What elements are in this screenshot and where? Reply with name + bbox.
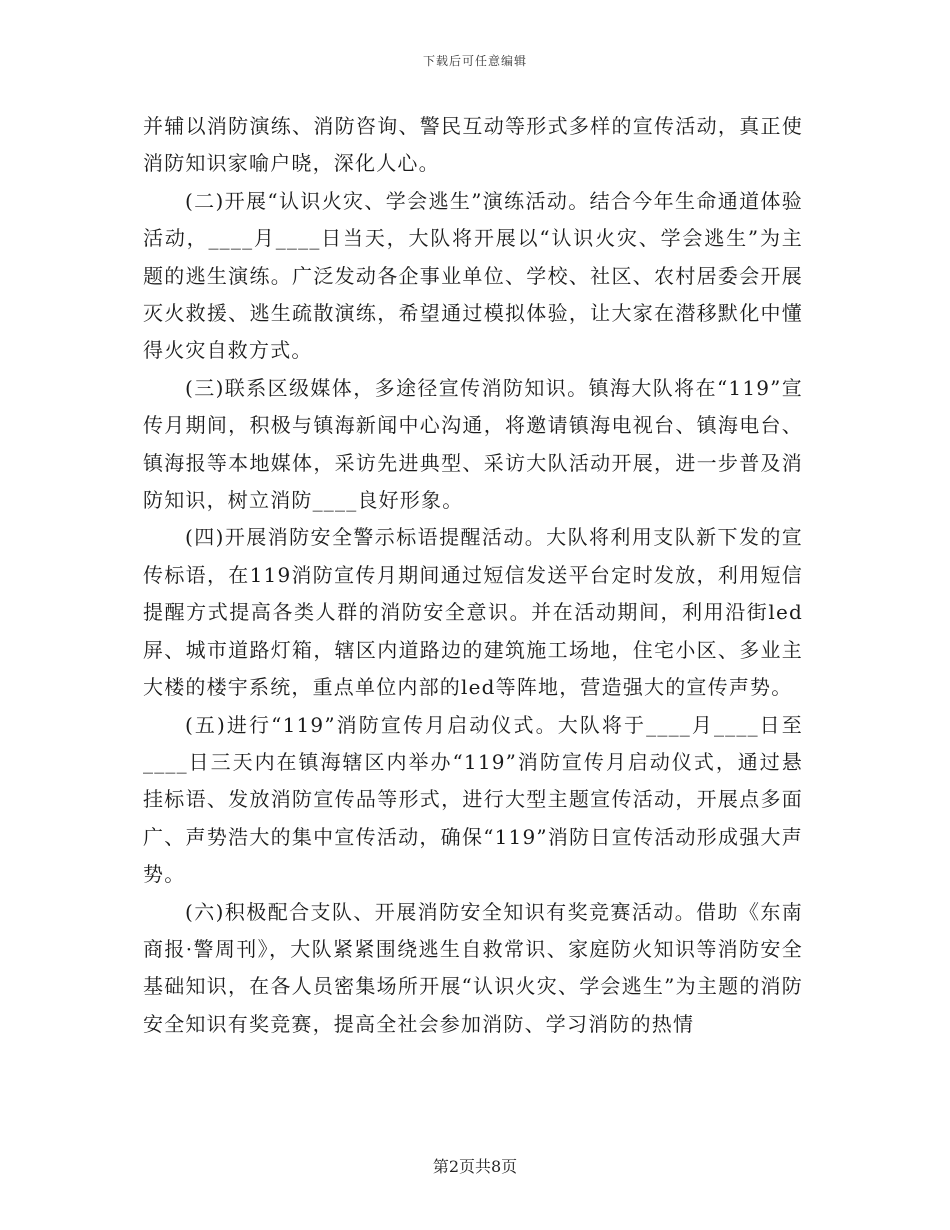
paragraph-item-5: (五)进行“119”消防宣传月启动仪式。大队将于____月____日至____日三天内在镇海辖区内举办“119”消防宣传月启动仪式，通过悬挂标语、发放消防宣传品等形式，进行大型主题宣传活动，开展点多面广、声势浩大的集中宣传活动，确保“119”消防日宣传活动形成强大声势。 [143, 712, 803, 887]
paragraph-item-2: (二)开展“认识火灾、学会逃生”演练活动。结合今年生命通道体验活动，____月____日当天，大队将开展以“认识火灾、学会逃生”为主题的逃生演练。广泛发动各企事业单位、学校、社区、农村居委会开展灭火救援、逃生疏散演练，希望通过模拟体验，让大家在潜移默化中懂得火灾自救方式。 [143, 188, 803, 363]
paragraph-continuation: 并辅以消防演练、消防咨询、警民互动等形式多样的宣传活动，真正使消防知识家喻户晓，深化人心。 [143, 114, 803, 176]
paragraph-item-4: (四)开展消防安全警示标语提醒活动。大队将利用支队新下发的宣传标语，在119消防宣传月期间通过短信发送平台定时发放，利用短信提醒方式提高各类人群的消防安全意识。并在活动期间，利用沿街led屏、城市道路灯箱，辖区内道路边的建筑施工场地，住宅小区、多业主大楼的楼宇系统，重点单位内部的led等阵地，营造强大的宣传声势。 [143, 525, 803, 700]
page-number: 第2页共8页 [432, 1157, 518, 1176]
page-header-note: 下载后可任意编辑 [422, 54, 527, 68]
paragraph-item-3: (三)联系区级媒体，多途径宣传消防知识。镇海大队将在“119”宣传月期间，积极与镇海新闻中心沟通，将邀请镇海电视台、镇海电台、镇海报等本地媒体，采访先进典型、采访大队活动开展，进一步普及消防知识，树立消防____良好形象。 [143, 375, 803, 513]
paragraph-item-6: (六)积极配合支队、开展消防安全知识有奖竞赛活动。借助《东南商报·警周刊》，大队紧紧围绕逃生自救常识、家庭防火知识等消防安全基础知识，在各人员密集场所开展“认识火灾、学会逃生”为主题的消防安全知识有奖竞赛，提高全社会参加消防、学习消防的热情 [143, 899, 803, 1036]
document-body [143, 108, 803, 1043]
